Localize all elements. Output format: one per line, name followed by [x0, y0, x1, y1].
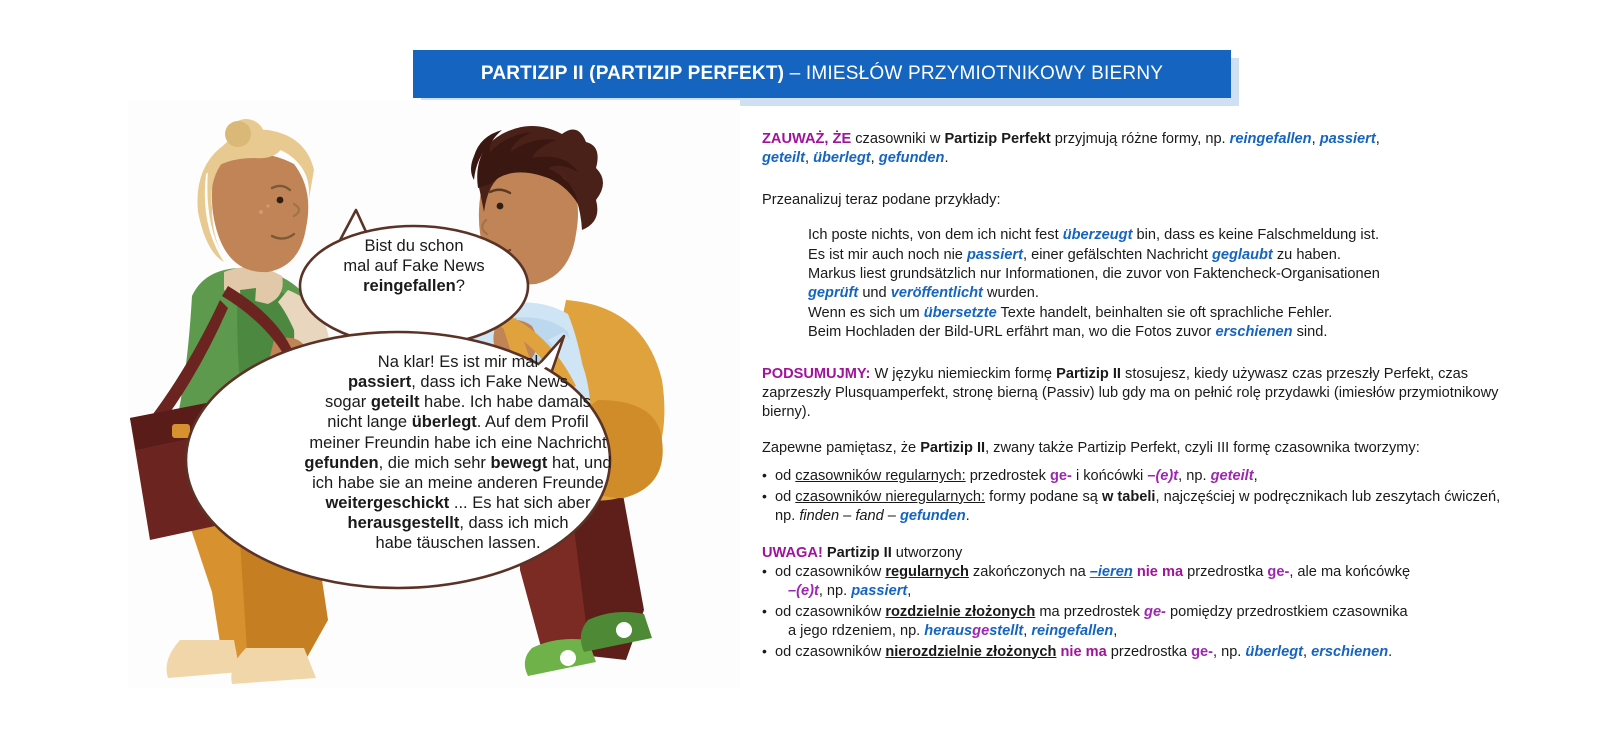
warning-term: Partizip II [826, 544, 892, 561]
w2-boldul: nierozdzielnie złożonych [885, 643, 1057, 660]
lesson-content [762, 130, 1504, 663]
bubble-word: habe. Ich habe damals [419, 393, 591, 412]
b1-underline: czasowników nieregularnych: [795, 488, 986, 505]
bubble-word: sogar [325, 393, 371, 412]
b0-suffix: –(e)t [1147, 468, 1179, 485]
bubble-line [324, 256, 504, 276]
w0-l2-purple: passiert [851, 583, 908, 600]
summary2-term: Partizip II [920, 439, 986, 456]
b0-purple2: geteilt [1210, 468, 1254, 485]
page-title-banner [413, 50, 1231, 98]
w2-blue1: überlegt [1245, 643, 1303, 660]
w2-blue2: erschienen [1311, 643, 1389, 660]
w2-magenta: nie ma [1056, 643, 1107, 660]
w1-pre: od czasowników [775, 603, 886, 620]
bubble-word: , dass ich mich [459, 514, 569, 532]
bubble-line [268, 372, 648, 392]
example-row [808, 246, 1504, 265]
bubble-line [268, 493, 648, 513]
example-row [808, 284, 1504, 303]
list-item [762, 603, 1504, 642]
bubble-word: Na klar! Es ist mir mal [377, 353, 539, 371]
illustration-panel [128, 100, 740, 688]
example-2-pre: Markus liest grundsätzlich nur Informationen, die zuvor von Faktencheck-Organisationen [808, 266, 1380, 283]
example-5-pre: Beim Hochladen der Bild-URL erfährt man, wo die Fotos zuvor [808, 324, 1216, 341]
w1-sep: , [1023, 623, 1032, 640]
notice-text-b: przyjmują różne formy, np. [1050, 131, 1230, 147]
example-1-hl2: geglaubt [1211, 246, 1273, 263]
example-0-hl: überzeugt [1062, 227, 1133, 244]
notice-term: Partizip Perfekt [944, 131, 1051, 147]
b0-mid2: i końcówki [1071, 468, 1148, 485]
example-row [808, 226, 1504, 245]
b1-mid2: , najczęściej w podręcznikach lub zeszytach ćwiczeń, np. [775, 488, 1501, 525]
w1-l2-pre: a jego rdzeniem, np. [788, 623, 925, 640]
bubble-line [268, 473, 648, 493]
notice-paragraph: ZAUWAŻ, ŻE czasowniki w Partizip Perfekt przyjmują różne formy, np. reingefallen, passiert, geteilt, überlegt, gefunden. [762, 131, 1380, 167]
w0-mid1: zakończonych na [968, 563, 1090, 580]
bubble-line [268, 433, 648, 453]
bubble-word: , die mich sehr [378, 453, 491, 472]
example-1-pre: Es ist mir auch noch nie [808, 246, 967, 263]
example-row [808, 304, 1504, 323]
example-1-mid: , einer gefälschten Nachricht [1022, 246, 1212, 263]
example-5-post: sind. [1292, 324, 1328, 341]
b0-mid1: przedrostek [965, 468, 1050, 485]
example-5-hl: erschienen [1215, 324, 1293, 341]
b1-mid1: formy podane są [985, 488, 1102, 505]
b1-bold: w tabeli [1101, 488, 1156, 505]
list-item [762, 643, 1504, 662]
analyze-prompt: Przeanalizuj teraz podane przykłady: [762, 191, 1001, 208]
notice-verb-3: überlegt [813, 150, 871, 167]
bubble-highlight-word: reingefallen [363, 277, 456, 296]
bubble-highlight-word: weitergeschickt [325, 493, 450, 512]
bubble-word: habe täuschen lassen. [375, 534, 541, 553]
w0-mid4: , ale ma końcówkę [1289, 563, 1411, 580]
w0-purple: ge- [1267, 563, 1290, 580]
b0-mid3: , np. [1178, 468, 1211, 485]
b1-blue: gefunden [899, 508, 966, 525]
w2-purple: ge- [1191, 643, 1213, 660]
example-3-mid: und [858, 285, 891, 302]
summary-label: PODSUMUJMY: [762, 365, 871, 382]
b0-end: , [1253, 468, 1258, 485]
bubble-highlight-word: bewegt [490, 453, 548, 472]
notice-verb-2: geteilt [762, 150, 805, 167]
warning-head-rest: utworzony [891, 544, 963, 561]
w1-mid2: pomiędzy przedrostkiem czasownika [1165, 603, 1408, 620]
warning-label: UWAGA! [762, 544, 823, 561]
bubble-line [268, 533, 648, 553]
summary-paragraph-2 [762, 439, 1504, 458]
bubble-highlight-word: herausgestellt [347, 514, 460, 532]
speech-bubble-girl-text [324, 236, 504, 296]
warning-bullets [762, 563, 1504, 662]
bubble-line [324, 236, 504, 256]
w0-ieren: –ieren [1089, 563, 1133, 580]
formation-bullets [762, 467, 1504, 526]
notice-label: ZAUWAŻ, ŻE [762, 131, 852, 147]
w0-l2-ital: –(e)t [788, 583, 819, 600]
example-0-post: bin, dass es keine Falschmeldung ist. [1132, 227, 1380, 244]
b0-underline: czasowników regularnych: [795, 468, 966, 485]
w0-l2-mid: , np. [818, 583, 852, 600]
example-4-pre: Wenn es sich um [808, 304, 924, 321]
b1-end: . [965, 508, 970, 525]
w1-blue2: reingefallen [1031, 623, 1114, 640]
w1-mix-blue2: stellt [989, 623, 1024, 640]
example-1-post: zu haben. [1272, 246, 1341, 263]
b0-purple1: ge- [1050, 468, 1072, 485]
page-title [481, 63, 1163, 85]
bubble-line [268, 392, 648, 412]
notice-verb-1: passiert [1319, 131, 1376, 147]
notice-text-a: czasowniki w [851, 131, 945, 147]
bubble-word: ? [455, 277, 465, 296]
bubble-line [268, 352, 648, 372]
summary2-post: , zwany także Partizip Perfekt, czyli III formę czasownika tworzymy: [985, 439, 1420, 456]
w0-boldul: regularnych [885, 563, 969, 580]
page-title-bold: PARTIZIP II (PARTIZIP PERFEKT) [480, 63, 785, 84]
example-0-pre: Ich poste nichts, von dem ich nicht fest [808, 227, 1063, 244]
example-3-post: wurden. [982, 285, 1039, 302]
w0-l2-end: , [907, 583, 912, 600]
bubble-word: ich habe sie an meine anderen Freunde [312, 473, 604, 492]
notice-verb-4: gefunden [878, 150, 945, 167]
speech-bubble-boy-text [268, 352, 648, 553]
page-title-rest: – IMIESŁÓW PRZYMIOTNIKOWY BIERNY [784, 63, 1164, 84]
bubble-line [268, 513, 648, 533]
bubble-word: , dass ich Fake News [411, 373, 569, 392]
w0-magenta: nie ma [1136, 563, 1184, 580]
examples-list [808, 226, 1504, 342]
list-item [762, 467, 1504, 486]
notice-verb-0: reingefallen [1229, 131, 1312, 147]
bubble-word: hat, und [547, 453, 612, 472]
w2-mid2: , np. [1212, 643, 1246, 660]
example-4-hl: übersetzte [923, 304, 997, 321]
w1-mix-blue: heraus [924, 623, 973, 640]
summary-paragraph [762, 365, 1504, 423]
bubble-word: mal auf Fake News [343, 257, 485, 276]
bubble-highlight-word: überlegt [411, 413, 477, 432]
summary2-pre: Zapewne pamiętasz, że [762, 439, 921, 456]
w2-mid1: przedrostka [1106, 643, 1192, 660]
bubble-word: Bist du schon [364, 237, 464, 255]
bubble-word: meiner Freundin habe ich eine Nachricht [309, 433, 607, 452]
w2-end: . [1388, 643, 1393, 660]
example-3-hl: geprüft [808, 285, 859, 302]
bubble-word: . Auf dem Profil [476, 413, 589, 432]
summary-text-b: stosujesz, kiedy używasz czas przeszły Perfekt, czas zaprzeszły Plusquamperfekt, stronę bierną (Passiv) lub gdy ma on pełnić rolę przydawki (imiesłów przymiotnikowy bierny). [762, 365, 1499, 421]
warning-heading [762, 544, 1504, 563]
w1-mix-purple: ge [972, 623, 990, 640]
example-1-hl: passiert [966, 246, 1023, 263]
bubble-highlight-word: gefunden [304, 453, 379, 472]
b1-pre: od [775, 488, 796, 505]
w1-mid1: ma przedrostek [1035, 603, 1145, 620]
example-3-hl2: veröffentlicht [890, 285, 983, 302]
w0-mid3: przedrostka [1183, 563, 1268, 580]
w1-l2-end: , [1113, 623, 1118, 640]
bubble-highlight-word: passiert [347, 373, 412, 392]
bubble-highlight-word: geteilt [370, 393, 420, 412]
w1-purple: ge- [1144, 603, 1166, 620]
w2-sep: , [1303, 643, 1312, 660]
summary-text-a: W języku niemieckim formę [870, 365, 1057, 382]
bubble-word: nicht lange [327, 413, 412, 432]
w2-pre: od czasowników [775, 643, 886, 660]
w1-boldul: rozdzielnie złożonych [885, 603, 1036, 620]
list-item [762, 563, 1504, 602]
example-row [808, 323, 1504, 342]
bubble-line [268, 453, 648, 473]
example-row [808, 265, 1504, 284]
b1-ital: finden – fand – [799, 508, 900, 525]
bubble-word: ... Es hat sich aber [449, 493, 591, 512]
summary-term: Partizip II [1056, 365, 1121, 382]
list-item [762, 488, 1504, 527]
bubble-line [268, 412, 648, 432]
b0-pre: od [775, 468, 796, 485]
bubble-line [324, 276, 504, 296]
w0-pre: od czasowników [775, 563, 886, 580]
example-4-post: Texte handelt, beinhalten sie oft sprachliche Fehler. [996, 304, 1333, 321]
